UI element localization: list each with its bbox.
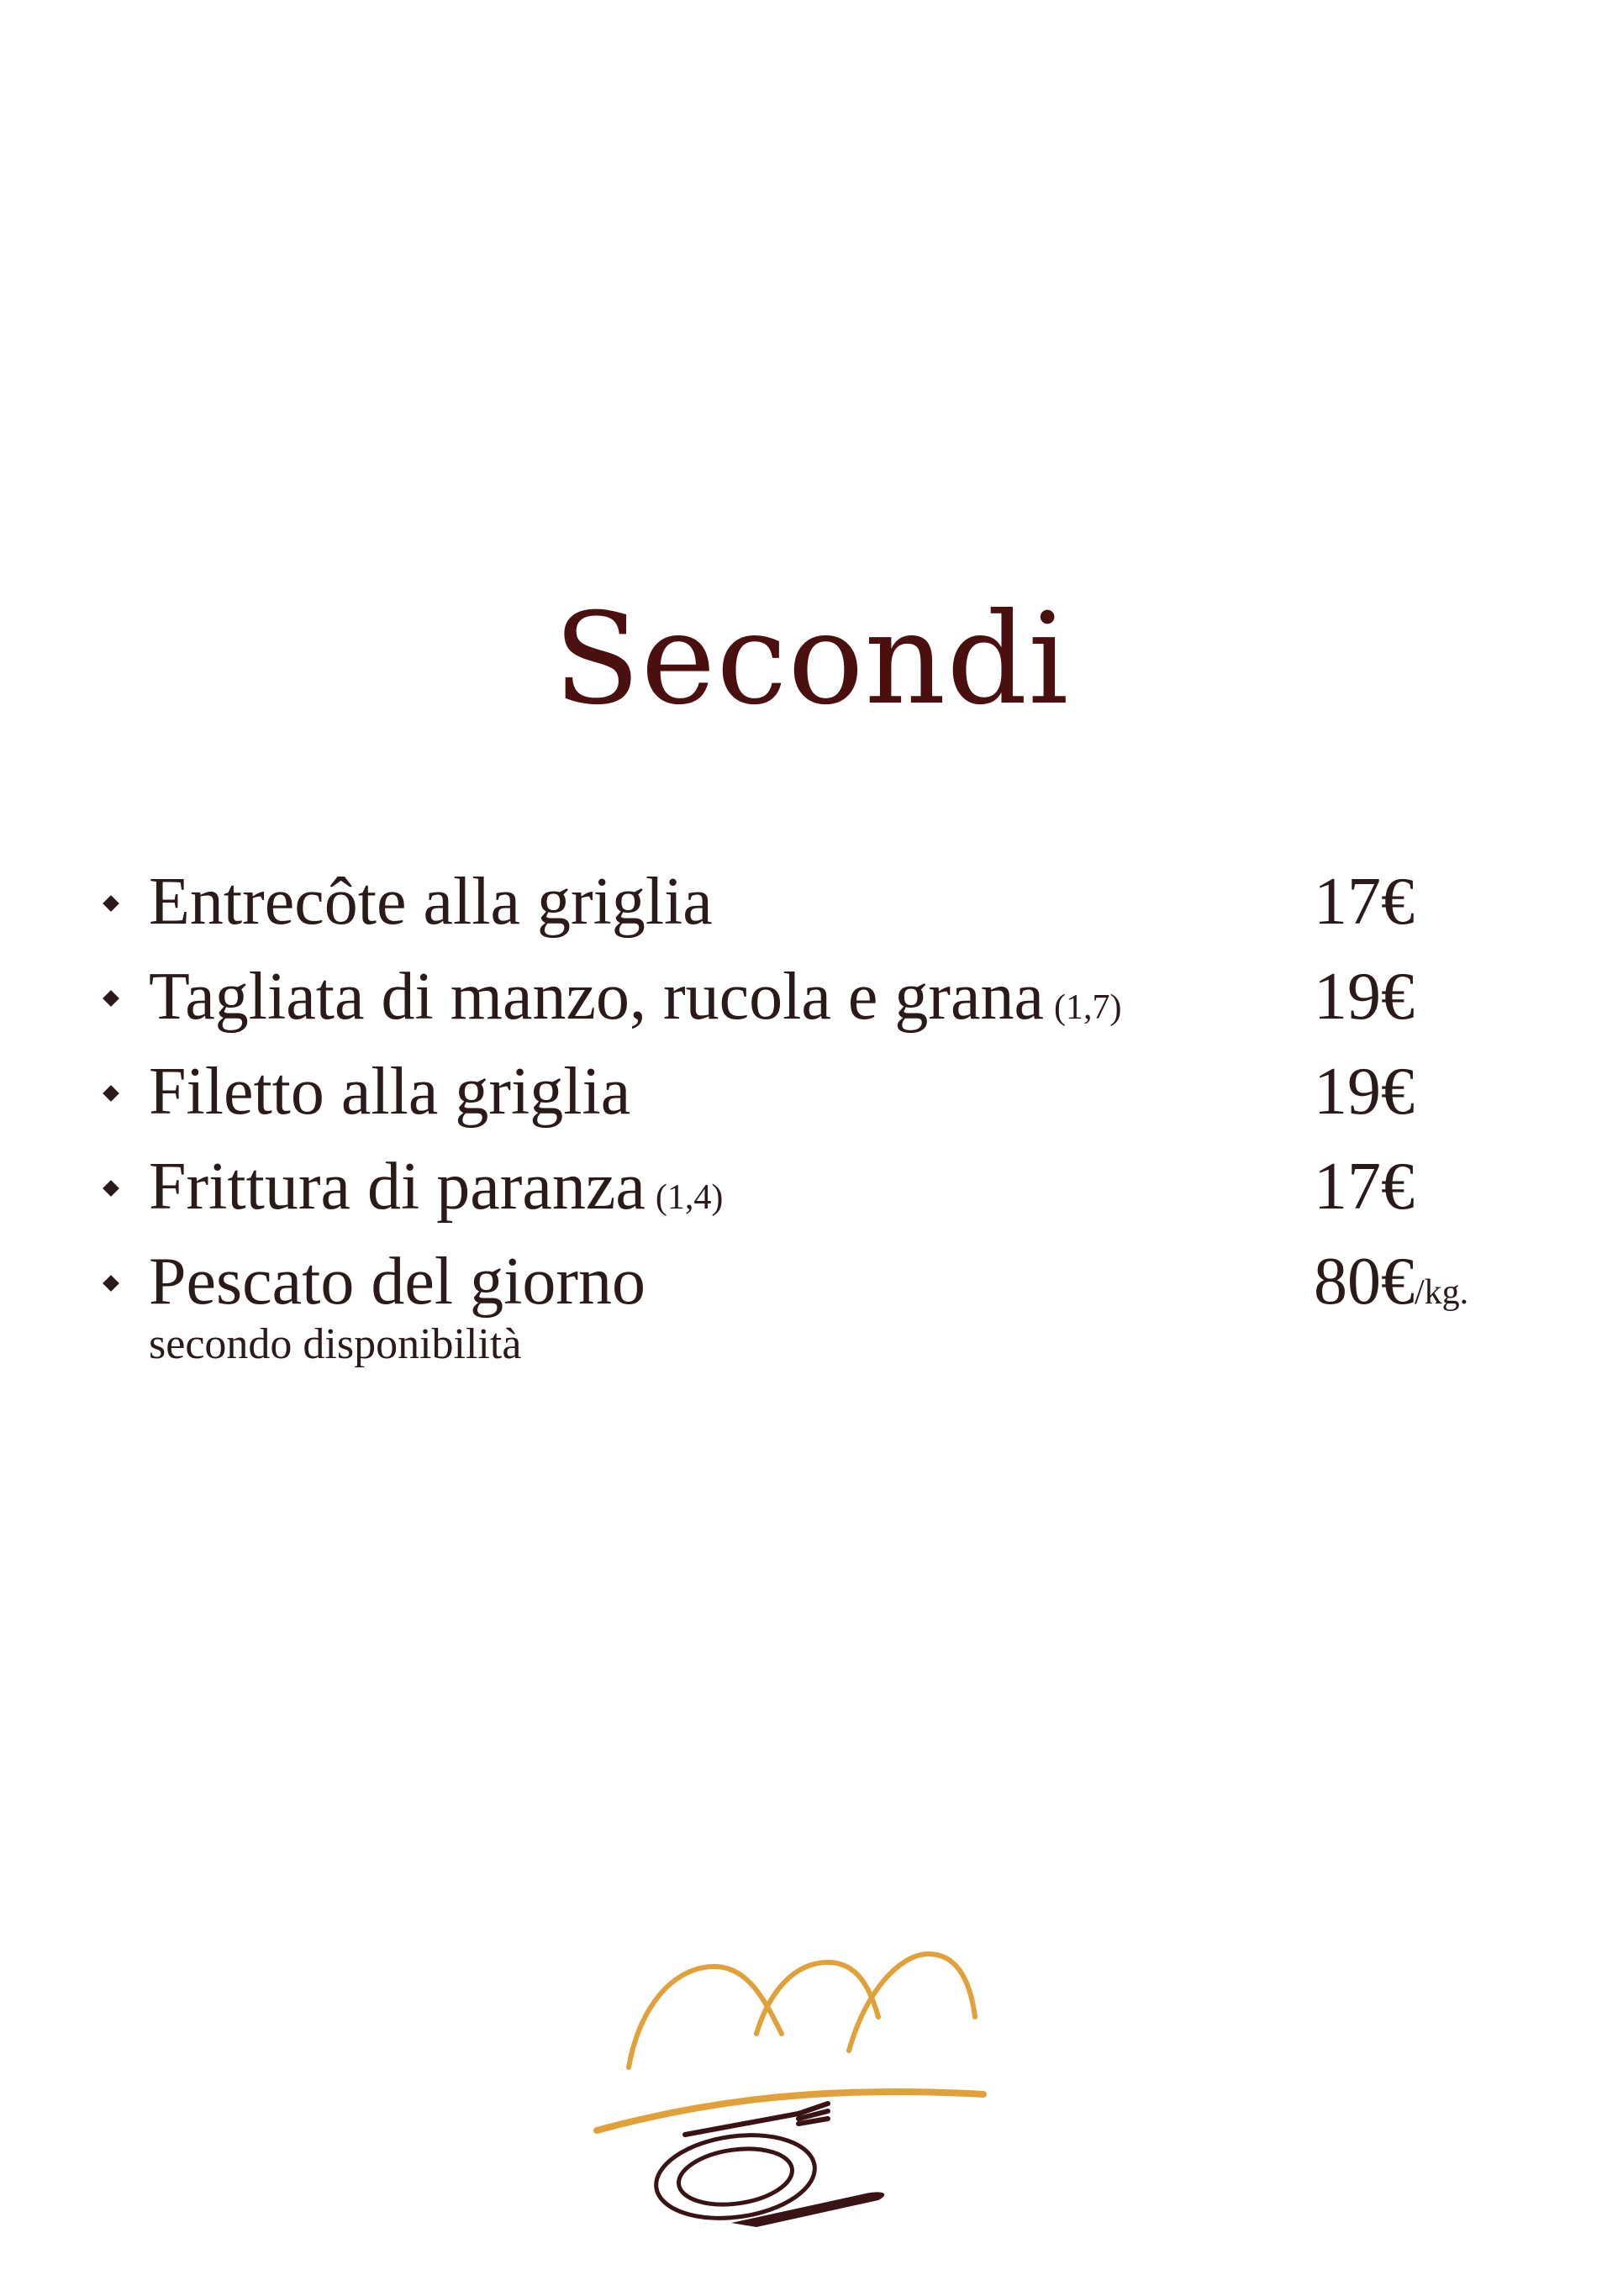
item-allergens: (1,7) [1054,988,1122,1027]
menu-item [105,1235,1551,1368]
page-title: Secondi [553,587,1070,733]
knife-icon [731,2192,884,2227]
menu-item [105,1045,1551,1140]
price-unit: /kg. [1415,1273,1469,1312]
diamond-bullet-icon [103,895,119,912]
item-price: 17€ [1314,1150,1415,1224]
diamond-bullet-icon [103,1275,119,1292]
diamond-bullet-icon [103,990,119,1007]
restaurant-logo [588,1933,992,2244]
item-allergens: (1,4) [655,1178,724,1217]
item-name: Frittura di paranza (1,4) [149,1150,724,1224]
item-name: Entrecôte alla griglia [149,865,713,939]
arches-icon [629,1954,975,2067]
menu-item [105,951,1551,1045]
menu-item [105,856,1551,951]
item-price: 19€ [1314,1055,1415,1129]
menu-item [105,1140,1551,1235]
item-price: 17€ [1314,865,1415,939]
item-name: Pescato del giorno [149,1245,646,1319]
item-price: 19€ [1314,960,1415,1034]
diamond-bullet-icon [103,1180,119,1197]
item-name: Tagliata di manzo, rucola e grana (1,7) [149,960,1122,1034]
item-note: secondo disponibilità [149,1320,522,1368]
menu-list [105,856,1551,1368]
horizon-line [597,2092,983,2130]
diamond-bullet-icon [103,1085,119,1102]
item-price: 80€/kg. [1314,1245,1469,1319]
item-name: Filetto alla griglia [149,1055,631,1129]
